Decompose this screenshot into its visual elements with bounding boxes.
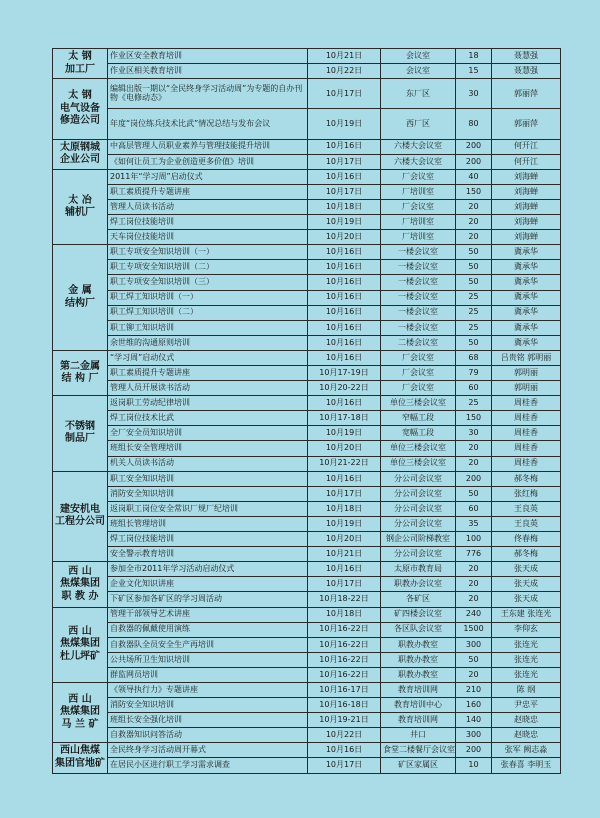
person-cell: 张天成 [492, 592, 561, 607]
count-cell: 20 [456, 592, 492, 607]
activity-cell: 焊工岗位技术比武 [108, 411, 308, 426]
date-cell: 10月16日 [308, 275, 381, 290]
table-row [53, 350, 561, 365]
place-cell: 各区队会议室 [381, 622, 456, 637]
count-cell: 60 [456, 381, 492, 396]
count-cell: 30 [456, 79, 492, 109]
place-cell: 教育培训网 [381, 682, 456, 697]
table-row [53, 411, 561, 426]
place-cell: 一楼会议室 [381, 260, 456, 275]
place-cell: 分公司会议室 [381, 516, 456, 531]
place-cell: 一楼会议室 [381, 320, 456, 335]
unit-name: 第二金属 结 构 厂 [53, 350, 108, 395]
place-cell: 厂会议室 [381, 366, 456, 381]
table-row [53, 743, 561, 758]
date-cell: 10月16日 [308, 562, 381, 577]
activity-cell: 年度“岗位练兵技术比武”情况总结与发布会议 [108, 109, 308, 139]
date-cell: 10月18日 [308, 607, 381, 622]
date-cell: 10月17日 [308, 79, 381, 109]
table-row [53, 381, 561, 396]
activity-cell: 班组长安全管理培训 [108, 441, 308, 456]
place-cell: 二楼会议室 [381, 335, 456, 350]
table-row [53, 516, 561, 531]
table-row [53, 698, 561, 713]
table-row [53, 184, 561, 199]
person-cell: 刘海蝉 [492, 230, 561, 245]
count-cell: 20 [456, 215, 492, 230]
activity-cell: 安全警示教育培训 [108, 547, 308, 562]
date-cell: 10月18日 [308, 501, 381, 516]
count-cell: 20 [456, 667, 492, 682]
place-cell: 会议室 [381, 49, 456, 64]
unit-name: 建安机电 工程分公司 [53, 471, 108, 562]
place-cell: 厂培训室 [381, 184, 456, 199]
count-cell: 300 [456, 637, 492, 652]
person-cell: 赵晓忠 [492, 713, 561, 728]
count-cell: 200 [456, 743, 492, 758]
table-row [53, 713, 561, 728]
person-cell: 王东建 张连光 [492, 607, 561, 622]
place-cell: 厂会议室 [381, 381, 456, 396]
place-cell: 教育培训中心 [381, 698, 456, 713]
count-cell: 1500 [456, 622, 492, 637]
date-cell: 10月18日 [308, 199, 381, 214]
date-cell: 10月19日 [308, 215, 381, 230]
activity-cell: 自救器的佩戴使用演练 [108, 622, 308, 637]
place-cell: 一楼会议室 [381, 290, 456, 305]
date-cell: 10月22日 [308, 728, 381, 743]
person-cell: 尹忠平 [492, 698, 561, 713]
place-cell: 厂培训室 [381, 230, 456, 245]
person-cell: 冀承华 [492, 260, 561, 275]
unit-name: 金 属 结构厂 [53, 245, 108, 351]
count-cell: 25 [456, 305, 492, 320]
activity-cell: “学习周”启动仪式 [108, 350, 308, 365]
person-cell: 李仰玄 [492, 622, 561, 637]
date-cell: 10月16日 [308, 305, 381, 320]
count-cell: 50 [456, 486, 492, 501]
place-cell: 宽幅工段 [381, 426, 456, 441]
date-cell: 10月16日 [308, 169, 381, 184]
date-cell: 10月20日 [308, 532, 381, 547]
activity-cell: 消防安全知识培训 [108, 698, 308, 713]
place-cell: 矿区家属区 [381, 758, 456, 773]
count-cell: 10 [456, 758, 492, 773]
date-cell: 10月16-17日 [308, 682, 381, 697]
table-row [53, 305, 561, 320]
person-cell: 张军 阙志淼 [492, 743, 561, 758]
person-cell: 张连光 [492, 652, 561, 667]
activity-cell: 返岗职工岗位安全常识厂规厂纪培训 [108, 501, 308, 516]
date-cell: 10月17日 [308, 577, 381, 592]
person-cell: 何开江 [492, 139, 561, 154]
table-row [53, 622, 561, 637]
activity-cell: 余世维的沟通原则培训 [108, 335, 308, 350]
person-cell: 冀承华 [492, 335, 561, 350]
place-cell: 矿四楼会议室 [381, 607, 456, 622]
place-cell: 厂会议室 [381, 350, 456, 365]
table-row [53, 169, 561, 184]
activity-cell: 企业文化知识讲座 [108, 577, 308, 592]
count-cell: 20 [456, 230, 492, 245]
table-row [53, 592, 561, 607]
place-cell: 职教办教室 [381, 667, 456, 682]
date-cell: 10月16日 [308, 350, 381, 365]
person-cell: 张连光 [492, 637, 561, 652]
table-row [53, 275, 561, 290]
activity-cell: 焊工岗位技能培训 [108, 215, 308, 230]
count-cell: 35 [456, 516, 492, 531]
activity-cell: 公共场所卫生知识培训 [108, 652, 308, 667]
activity-cell: 职工焊工知识培训（二） [108, 305, 308, 320]
date-cell: 10月16日 [308, 471, 381, 486]
place-cell: 厂培训室 [381, 215, 456, 230]
date-cell: 10月18-22日 [308, 592, 381, 607]
activity-cell: 机关人员读书活动 [108, 456, 308, 471]
table-row [53, 245, 561, 260]
person-cell: 郝冬梅 [492, 471, 561, 486]
table-row [53, 456, 561, 471]
activity-cell: 返岗职工劳动纪律培训 [108, 396, 308, 411]
table-row [53, 230, 561, 245]
date-cell: 10月16日 [308, 260, 381, 275]
place-cell: 职教办会议室 [381, 577, 456, 592]
date-cell: 10月20-22日 [308, 381, 381, 396]
count-cell: 15 [456, 64, 492, 79]
count-cell: 240 [456, 607, 492, 622]
table-row [53, 396, 561, 411]
person-cell: 郭丽萍 [492, 79, 561, 109]
table-body [53, 49, 561, 774]
table-row [53, 607, 561, 622]
activity-cell: 作业区相关教育培训 [108, 64, 308, 79]
count-cell: 50 [456, 260, 492, 275]
count-cell: 40 [456, 169, 492, 184]
date-cell: 10月19日 [308, 516, 381, 531]
person-cell: 聂慧强 [492, 49, 561, 64]
place-cell: 职教办教室 [381, 637, 456, 652]
date-cell: 10月21-22日 [308, 456, 381, 471]
person-cell: 冀承华 [492, 320, 561, 335]
count-cell: 300 [456, 728, 492, 743]
person-cell: 周桂香 [492, 426, 561, 441]
person-cell: 周桂香 [492, 411, 561, 426]
person-cell: 冀承华 [492, 275, 561, 290]
activity-cell: 焊工岗位技能培训 [108, 532, 308, 547]
count-cell: 18 [456, 49, 492, 64]
table-row [53, 109, 561, 139]
date-cell: 10月17-18日 [308, 411, 381, 426]
activity-cell: 下矿区参加各矿区的学习周活动 [108, 592, 308, 607]
count-cell: 80 [456, 109, 492, 139]
place-cell: 一楼会议室 [381, 305, 456, 320]
person-cell: 郭明丽 [492, 381, 561, 396]
table-row [53, 547, 561, 562]
date-cell: 10月16-18日 [308, 698, 381, 713]
person-cell: 刘海蝉 [492, 215, 561, 230]
activity-cell: 作业区安全教育培训 [108, 49, 308, 64]
place-cell: 会议室 [381, 64, 456, 79]
date-cell: 10月17日 [308, 486, 381, 501]
person-cell: 刘海蝉 [492, 184, 561, 199]
count-cell: 200 [456, 471, 492, 486]
person-cell: 陈 纲 [492, 682, 561, 697]
activity-cell: 天车岗位技能培训 [108, 230, 308, 245]
activity-cell: 自救器队全员安全生产再培训 [108, 637, 308, 652]
person-cell: 张春喜 李明玉 [492, 758, 561, 773]
place-cell: 单位三楼会议室 [381, 456, 456, 471]
count-cell: 160 [456, 698, 492, 713]
unit-name: 西 山 焦煤集团 职 教 办 [53, 562, 108, 607]
person-cell: 吕贵铭 郭明丽 [492, 350, 561, 365]
date-cell: 10月17日 [308, 758, 381, 773]
date-cell: 10月16日 [308, 320, 381, 335]
count-cell: 79 [456, 366, 492, 381]
person-cell: 佟春梅 [492, 532, 561, 547]
unit-name: 西山焦煤 集团官地矿 [53, 743, 108, 773]
date-cell: 10月16日 [308, 743, 381, 758]
activity-cell: 管理人员开展读书活动 [108, 381, 308, 396]
count-cell: 25 [456, 290, 492, 305]
activity-cell: 职工专项安全知识培训（三） [108, 275, 308, 290]
date-cell: 10月20日 [308, 441, 381, 456]
count-cell: 150 [456, 411, 492, 426]
person-cell: 王良英 [492, 516, 561, 531]
place-cell: 分公司会议室 [381, 471, 456, 486]
table-row [53, 652, 561, 667]
activity-cell: 自救器知识问答活动 [108, 728, 308, 743]
table-row [53, 471, 561, 486]
person-cell: 王良英 [492, 501, 561, 516]
date-cell: 10月16日 [308, 139, 381, 154]
count-cell: 30 [456, 426, 492, 441]
place-cell: 分公司会议室 [381, 486, 456, 501]
date-cell: 10月16-22日 [308, 652, 381, 667]
table-row [53, 577, 561, 592]
activity-cell: 职工素质提升专题讲座 [108, 366, 308, 381]
activity-cell: 编辑出版一期以“全民终身学习活动周”为专题的自办刊物《电修动态》 [108, 79, 308, 109]
table-row [53, 199, 561, 214]
place-cell: 单位三楼会议室 [381, 441, 456, 456]
count-cell: 200 [456, 139, 492, 154]
date-cell: 10月16日 [308, 335, 381, 350]
activity-cell: 职工专项安全知识培训（一） [108, 245, 308, 260]
date-cell: 10月19日 [308, 426, 381, 441]
place-cell: 六楼大会议室 [381, 139, 456, 154]
person-cell: 刘海蝉 [492, 199, 561, 214]
date-cell: 10月17日 [308, 154, 381, 169]
activity-schedule-table [52, 48, 561, 774]
table-row [53, 667, 561, 682]
activity-cell: 在居民小区进行职工学习需求调查 [108, 758, 308, 773]
count-cell: 20 [456, 199, 492, 214]
activity-cell: 职工焊工知识培训（一） [108, 290, 308, 305]
person-cell: 赵晓忠 [492, 728, 561, 743]
table-row [53, 215, 561, 230]
unit-name: 西 山 焦煤集团 杜儿坪矿 [53, 607, 108, 682]
date-cell: 10月17-19日 [308, 366, 381, 381]
table-row [53, 49, 561, 64]
date-cell: 10月21日 [308, 49, 381, 64]
person-cell: 郭明丽 [492, 366, 561, 381]
table-row [53, 501, 561, 516]
activity-cell: 参加全市2011年学习活动启动仪式 [108, 562, 308, 577]
activity-cell: 班组长管理培训 [108, 516, 308, 531]
activity-cell: 职工安全知识培训 [108, 471, 308, 486]
unit-name: 太 冶 辅机厂 [53, 169, 108, 244]
person-cell: 张天成 [492, 562, 561, 577]
count-cell: 20 [456, 441, 492, 456]
unit-name: 太 钢 加工厂 [53, 49, 108, 79]
place-cell: 西厂区 [381, 109, 456, 139]
place-cell: 职教办教室 [381, 652, 456, 667]
person-cell: 聂慧强 [492, 64, 561, 79]
date-cell: 10月19-21日 [308, 713, 381, 728]
count-cell: 150 [456, 184, 492, 199]
table-row [53, 320, 561, 335]
date-cell: 10月16日 [308, 396, 381, 411]
table-row [53, 486, 561, 501]
place-cell: 分公司会议室 [381, 547, 456, 562]
date-cell: 10月21日 [308, 547, 381, 562]
table-row [53, 366, 561, 381]
place-cell: 钢企公司阶梯教室 [381, 532, 456, 547]
activity-cell: 班组长安全强化培训 [108, 713, 308, 728]
person-cell: 周桂香 [492, 441, 561, 456]
count-cell: 50 [456, 652, 492, 667]
place-cell: 教育培训网 [381, 713, 456, 728]
table-row [53, 79, 561, 109]
date-cell: 10月16-22日 [308, 667, 381, 682]
count-cell: 25 [456, 396, 492, 411]
date-cell: 10月16日 [308, 290, 381, 305]
place-cell: 厂会议室 [381, 199, 456, 214]
activity-cell: 消防安全知识培训 [108, 486, 308, 501]
person-cell: 周桂香 [492, 456, 561, 471]
table-row [53, 335, 561, 350]
table-row [53, 64, 561, 79]
activity-cell: 《如何让员工为企业创造更多价值》培训 [108, 154, 308, 169]
place-cell: 六楼大会议室 [381, 154, 456, 169]
activity-cell: 中高层管理人员职业素养与管理技能提升培训 [108, 139, 308, 154]
person-cell: 刘海蝉 [492, 169, 561, 184]
activity-cell: 管理人员读书活动 [108, 199, 308, 214]
place-cell: 单位三楼会议室 [381, 396, 456, 411]
unit-name: 西 山 焦煤集团 马 兰 矿 [53, 682, 108, 742]
person-cell: 冀承华 [492, 290, 561, 305]
unit-name: 不锈钢 制品厂 [53, 396, 108, 471]
table-row [53, 728, 561, 743]
table-row [53, 441, 561, 456]
place-cell: 井口 [381, 728, 456, 743]
count-cell: 50 [456, 275, 492, 290]
count-cell: 68 [456, 350, 492, 365]
place-cell: 分公司会议室 [381, 501, 456, 516]
activity-cell: 职工专项安全知识培训（二） [108, 260, 308, 275]
place-cell: 一楼会议室 [381, 275, 456, 290]
person-cell: 周桂香 [492, 396, 561, 411]
date-cell: 10月16-22日 [308, 637, 381, 652]
person-cell: 张天成 [492, 577, 561, 592]
person-cell: 郝冬梅 [492, 547, 561, 562]
place-cell: 食堂二楼餐厅会议室 [381, 743, 456, 758]
count-cell: 20 [456, 577, 492, 592]
table-row [53, 637, 561, 652]
date-cell: 10月16日 [308, 245, 381, 260]
place-cell: 一楼会议室 [381, 245, 456, 260]
count-cell: 776 [456, 547, 492, 562]
activity-cell: 全厂安全员知识培训 [108, 426, 308, 441]
person-cell: 何开江 [492, 154, 561, 169]
table-row [53, 154, 561, 169]
count-cell: 20 [456, 562, 492, 577]
person-cell: 郭丽萍 [492, 109, 561, 139]
count-cell: 25 [456, 320, 492, 335]
activity-cell: 群监网员培训 [108, 667, 308, 682]
activity-cell: 管理干部领导艺术讲座 [108, 607, 308, 622]
date-cell: 10月20日 [308, 230, 381, 245]
place-cell: 太原市教育局 [381, 562, 456, 577]
unit-name: 太 钢 电气设备 修造公司 [53, 79, 108, 139]
person-cell: 张连光 [492, 667, 561, 682]
place-cell: 东厂区 [381, 79, 456, 109]
unit-name: 太原钢城 企业公司 [53, 139, 108, 169]
table-row [53, 426, 561, 441]
place-cell: 厂会议室 [381, 169, 456, 184]
place-cell: 各矿区 [381, 592, 456, 607]
count-cell: 100 [456, 532, 492, 547]
table-row [53, 260, 561, 275]
table-row [53, 682, 561, 697]
activity-cell: 《领导执行力》专题讲座 [108, 682, 308, 697]
count-cell: 60 [456, 501, 492, 516]
person-cell: 冀承华 [492, 305, 561, 320]
count-cell: 210 [456, 682, 492, 697]
table-row [53, 758, 561, 773]
table-row [53, 290, 561, 305]
activity-cell: 职工铆工知识培训 [108, 320, 308, 335]
place-cell: 窄幅工段 [381, 411, 456, 426]
date-cell: 10月19日 [308, 109, 381, 139]
date-cell: 10月17日 [308, 184, 381, 199]
activity-cell: 2011年“学习周”启动仪式 [108, 169, 308, 184]
count-cell: 200 [456, 154, 492, 169]
count-cell: 50 [456, 335, 492, 350]
person-cell: 张红梅 [492, 486, 561, 501]
count-cell: 20 [456, 456, 492, 471]
activity-cell: 全民终身学习活动周开幕式 [108, 743, 308, 758]
date-cell: 10月22日 [308, 64, 381, 79]
date-cell: 10月16-22日 [308, 622, 381, 637]
count-cell: 140 [456, 713, 492, 728]
person-cell: 冀承华 [492, 245, 561, 260]
table-row [53, 532, 561, 547]
count-cell: 50 [456, 245, 492, 260]
table-row [53, 562, 561, 577]
activity-cell: 职工素质提升专题讲座 [108, 184, 308, 199]
table-row [53, 139, 561, 154]
